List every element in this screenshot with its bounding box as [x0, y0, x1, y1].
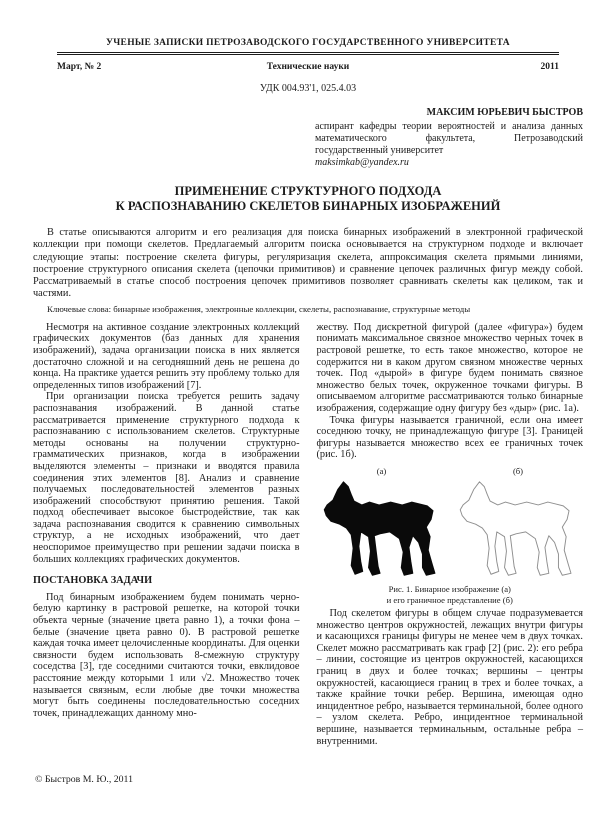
udc-code: УДК 004.93'1, 025.4.03 [259, 83, 357, 94]
year-label: 2011 [540, 62, 559, 72]
issue-info-row [57, 62, 559, 72]
keywords: Ключевые слова: бинарные изображения, электронные коллекции, скелеты, распознавание, структурные методы [47, 303, 471, 314]
header-divider [57, 52, 559, 55]
journal-section-label: Технические науки [266, 62, 350, 72]
article-title-line1: ПРИМЕНЕНИЕ СТРУКТУРНОГО ПОДХОДА [174, 184, 442, 198]
figure-caption-line1: Рис. 1. Бинарное изображение (а) [388, 583, 511, 594]
boundary-dog-outline-image [455, 477, 581, 581]
figure-1 [317, 466, 584, 605]
figure-subitem-a [319, 466, 445, 581]
figure-images-row [317, 466, 584, 581]
article-title-line2: К РАСПОЗНАВАНИЮ СКЕЛЕТОВ БИНАРНЫХ ИЗОБРАЖЕНИЙ [115, 199, 501, 213]
article-title [33, 184, 583, 214]
figure-label-b: (б) [512, 465, 524, 476]
body-paragraph: Под бинарным изображением будем понимать черно-белую картинку в растровой решетке, на которой точки объекта черные (значение цвета равно 1), а точки фона – белые (значение цвета равно 0). В растровой решетке каждая точка имеет целочисленные координаты. Для оценки связности будем использовать 8-смежную структуру соседства [3], где соседними считаются точки, евклидовое расстояние между которыми 1 или √2. Множество точек называется связным, если любые две точки множества могут быть соединены последовательностью соседних точек, принадлежащих данному мно- [33, 591, 300, 719]
right-column [317, 322, 584, 747]
left-column [33, 322, 300, 747]
copyright-note: © Быстров М. Ю., 2011 [35, 774, 133, 785]
body-columns [33, 322, 583, 747]
author-block [315, 107, 583, 169]
body-paragraph: Точка фигуры называется граничной, если она имеет соседнюю точку, не принадлежащую фигуре [3]. Границей фигуры называется множество всех ее граничных точек (рис. 1б). [316, 414, 583, 461]
figure-subitem-b [455, 466, 581, 581]
figure-caption [317, 584, 584, 605]
binary-dog-silhouette-image [319, 477, 445, 581]
body-paragraph: При организации поиска требуется решить задачу распознавания изображений. В данной статье рассматривается применение структурного подхода к распознаванию с использованием скелетов. Структурные методы основаны на получении структурно-грамматических признаков, когда в изображении выделяются элементы – признаки и вводятся правила соединения этих элементов [8]. Анализ и сравнение получаемых последовательностей элементов разных изображений способствуют принятию решения. Такой подход обеспечивает высокое быстродействие, так как задача распознавания сводится к сравнению символьных структур, а не исходных изображений, что дает неоспоримое преимущество при решении задачи поиска в больших коллекциях графических документов. [33, 391, 300, 565]
abstract: В статье описываются алгоритм и его реализация для поиска бинарных изображений в электронной графической коллекции при помощи скелетов. Предлагаемый алгоритм поиска основывается на структурном подходе и включает следующие этапы: построение скелета фигуры, регуляризация скелета, аппроксимация скелета прямыми линиями, построение структурного описания скелета (цепочки примитивов) и сравнение цепочек различных фигур между собой. Рассматриваемый в статье способ построения цепочек примитивов позволяет сравнивать скелеты как целиком, так и частями. [33, 227, 583, 300]
body-paragraph: Несмотря на активное создание электронных коллекций графических документов (баз данных для хранения изображений), задача организации поиска в них является достаточно сложной и на сегодняшний день не решена до конца. На практике удается решить эту проблему только для определенных типов изображений [7]. [33, 321, 300, 391]
author-name: МАКСИМ ЮРЬЕВИЧ БЫСТРОВ [426, 107, 583, 118]
figure-label-a: (а) [376, 465, 387, 476]
journal-header: УЧЕНЫЕ ЗАПИСКИ ПЕТРОЗАВОДСКОГО ГОСУДАРСТВЕННОГО УНИВЕРСИТЕТА [106, 38, 510, 48]
figure-caption-line2: и его граничное представление (б) [386, 594, 513, 605]
issue-label: Март, № 2 [57, 62, 102, 72]
author-email: maksimkab@yandex.ru [315, 157, 409, 168]
body-paragraph: Под скелетом фигуры в общем случае подразумевается множество центров окружностей, лежащих внутри фигуры и касающихся границы фигуры не менее чем в двух точках. Скелет можно рассматривать как граф [2] (рис. 2): его ребра – линии, состоящие из центров окружностей, касающихся границ в двух и более точках; вершины – центры окружностей, касающиеся границ в трех и более точках, а также крайние точки ребер. Вершина, имеющая одно инцидентное ребро, называется терминальной, более одного – узлом скелета. Ребро, инцидентное терминальной вершине, называется терминальным, остальные ребра – внутренними. [316, 608, 583, 747]
body-paragraph: жеству. Под дискретной фигурой (далее «фигура») будем понимать максимальное связное множество черных точек в растровой решетке, то есть такое множество, которое не содержится ни в каком другом связном множестве черных точек. Под «дырой» в фигуре будем понимать связное множество белых точек, окруженное точками фигуры. В описываемом алгоритме рассматриваются только бинарные изображения, содержащие одну фигуру без «дыр» (рис. 1а). [316, 321, 583, 414]
section-heading: ПОСТАНОВКА ЗАДАЧИ [33, 575, 153, 587]
author-affiliation: аспирант кафедры теории вероятностей и анализа данных математического факультета, Петрозаводский государственный университет [315, 121, 583, 156]
